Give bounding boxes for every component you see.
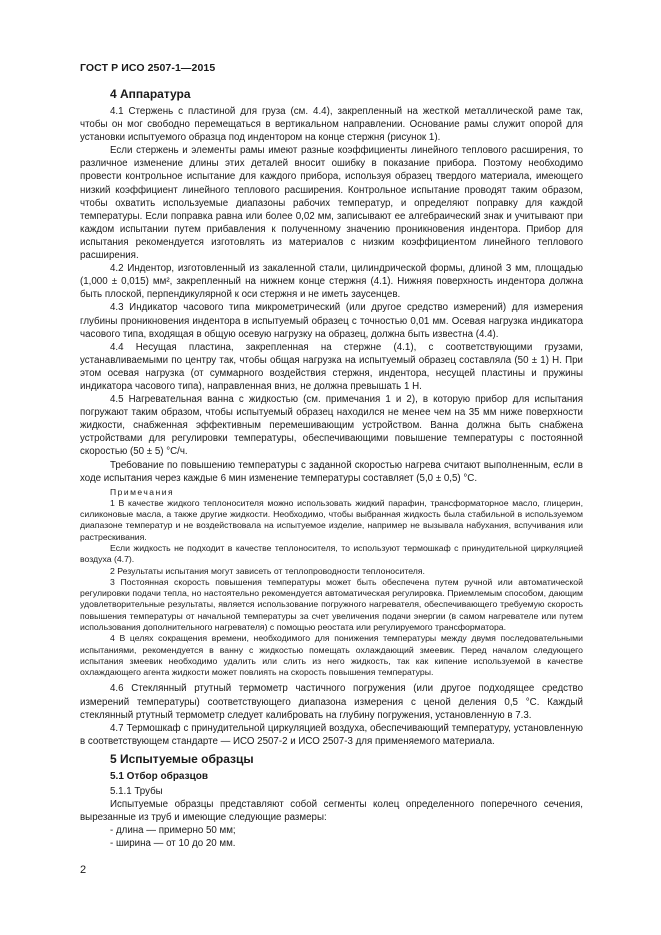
paragraph-4-6: 4.6 Стеклянный ртутный термометр частичного погружения (или другое подходящее средство измерений температуры) соответствующего диапазона измерения с ценой деления 0,5 °С. Каждый стеклянный ртутный термометр следует калибровать на глубину погружения, установленную в 7.3. xyxy=(80,683,583,721)
paragraph-4-7: 4.7 Термошкаф с принудительной циркуляцией воздуха, обеспечивающий температуру, установленную в соответствующем стандарте — ИСО 2507-2 и ИСО 2507-3 для применяемого материала. xyxy=(80,722,583,747)
notes-title: Примечания xyxy=(110,486,175,497)
list-item-width: - ширина — от 10 до 20 мм. xyxy=(110,838,236,850)
paragraph-4-1-expansion: Если стержень и элементы рамы имеют разные коэффициенты линейного теплового расширения, то различное изменение длины этих деталей вносит ошибку в показание прибора. Поэтому необходимо провести контрольное испытание для каждого прибора, используя образец твердого материала, имеющего низкий коэффициент линейного теплового расширения. Контрольное испытание проводят таким образом, чтобы охватить используемые диапазоны рабочих температур, и определяют поправку для каждой температуры. Если поправка равна или более 0,02 мм, записывают ее алгебраический знак и учитывают при каждом испытании путем прибавления к полученному значению проникновения индентора. Прибор для испытания рекомендуется изготовлять из материалов с низким коэффициентом линейного теплового расширения. xyxy=(80,145,583,262)
note-1: 1 В качестве жидкого теплоносителя можно использовать жидкий парафин, трансформаторное масло, глицерин, силиконовые масла, а также другие жидкости. Необходимо, чтобы выбранная жидкость была стабильной в используемом диапазоне температур и не воздействовала на испытуемое изделие, например не вызывала набухания, вспучивания или растрескивания. xyxy=(80,497,583,542)
section-5-heading: 5 Испытуемые образцы xyxy=(110,751,254,766)
section-4-heading: 4 Аппаратура xyxy=(110,87,191,101)
paragraph-4-5: 4.5 Нагревательная ванна с жидкостью (см. примечания 1 и 2), в которую прибор для испытания погружают таким образом, чтобы испытуемый образец находился не менее чем на 35 мм ниже поверхности жидкости, снабженная эффективным перемешивающим устройством. Ванна должна быть снабжена устройствами для регулировки температуры, обеспечивающими повышение температуры с постоянной скоростью (50 ± 5) °С/ч. xyxy=(80,394,583,458)
page-number: 2 xyxy=(80,864,87,876)
note-4: 4 В целях сокращения времени, необходимого для понижения температуры между двумя последовательными испытаниями, рекомендуется в ванну с жидкостью помещать охлаждающий змеевик. Перед началом следующего испытания змеевик необходимо удалить или слить из него жидкость, так как кипение используемой в качестве охлаждающего агента жидкости может повлиять на скорость повышения температуры. xyxy=(80,633,583,678)
paragraph-4-3: 4.3 Индикатор часового типа микрометрический (или другое средство измерений) для измерения глубины проникновения индентора в испытуемый образец с точностью 0,01 мм. Осевая нагрузка индикатора часового типа, входящая в общую осевую нагрузку на образец, должна быть известна (4.4). xyxy=(80,302,583,340)
note-3: 3 Постоянная скорость повышения температуры может быть обеспечена путем ручной или автоматической регулировки подачи тепла, но настоятельно рекомендуется автоматическая регулировка. Приемлемым способом, дающим удовлетворительные результаты, является использование погружного нагревателя, обеспечивающего требуемую скорость повышения температуры от начальной температуры за счет увеличения подачи энергии (в самом нагревателе или путем использования дополнительного нагревателя) с помощью реостата или регулируемого трансформатора. xyxy=(80,576,583,632)
paragraph-4-5-requirement: Требование по повышению температуры с заданной скоростью нагрева считают выполненным, если в ходе испытания через каждые 6 мин изменение температуры составляет (5,0 ± 0,5) °С. xyxy=(80,459,583,484)
clause-5-1-1-title: 5.1.1 Трубы xyxy=(110,785,163,797)
note-1-continued: Если жидкость не подходит в качестве теплоносителя, то используют термошкаф с принудительной циркуляцией воздуха (4.7). xyxy=(80,542,583,565)
note-2: 2 Результаты испытания могут зависеть от теплопроводности теплоносителя. xyxy=(110,565,425,576)
document-body xyxy=(80,87,583,850)
paragraph-4-1: 4.1 Стержень с пластиной для груза (см. 4.4), закрепленный на жесткой металлической раме так, чтобы он мог свободно перемещаться в вертикальном направлении. Основание рамы служит опорой для установки испытуемого образца под индентором на конце стержня (рисунок 1). xyxy=(80,106,583,144)
document-header: ГОСТ Р ИСО 2507-1—2015 xyxy=(80,62,216,74)
paragraph-4-2: 4.2 Индентор, изготовленный из закаленной стали, цилиндрической формы, длиной 3 мм, площадью (1,000 ± 0,015) мм², закрепленный на нижнем конце стержня (4.1). Нижняя поверхность индентора должна быть плоской, перпендикулярной к оси стержня и не иметь заусенцев. xyxy=(80,263,583,301)
paragraph-4-4: 4.4 Несущая пластина, закрепленная на стержне (4.1), с соответствующими грузами, устанавливаемыми по центру так, чтобы общая нагрузка на испытуемый образец составляла (50 ± 1) Н. При этом осевая нагрузка (от суммарного воздействия стержня, индентора, несущей пластины и пружины индикатора часового типа), направленная вниз, не должна превышать 1 Н. xyxy=(80,341,583,392)
subsection-5-1-heading: 5.1 Отбор образцов xyxy=(110,770,208,782)
list-item-length: - длина — примерно 50 мм; xyxy=(110,825,236,837)
paragraph-5-1-1: Испытуемые образцы представляют собой сегменты колец определенного поперечного сечения, вырезанные из труб и имеющие следующие размеры: xyxy=(80,799,583,824)
